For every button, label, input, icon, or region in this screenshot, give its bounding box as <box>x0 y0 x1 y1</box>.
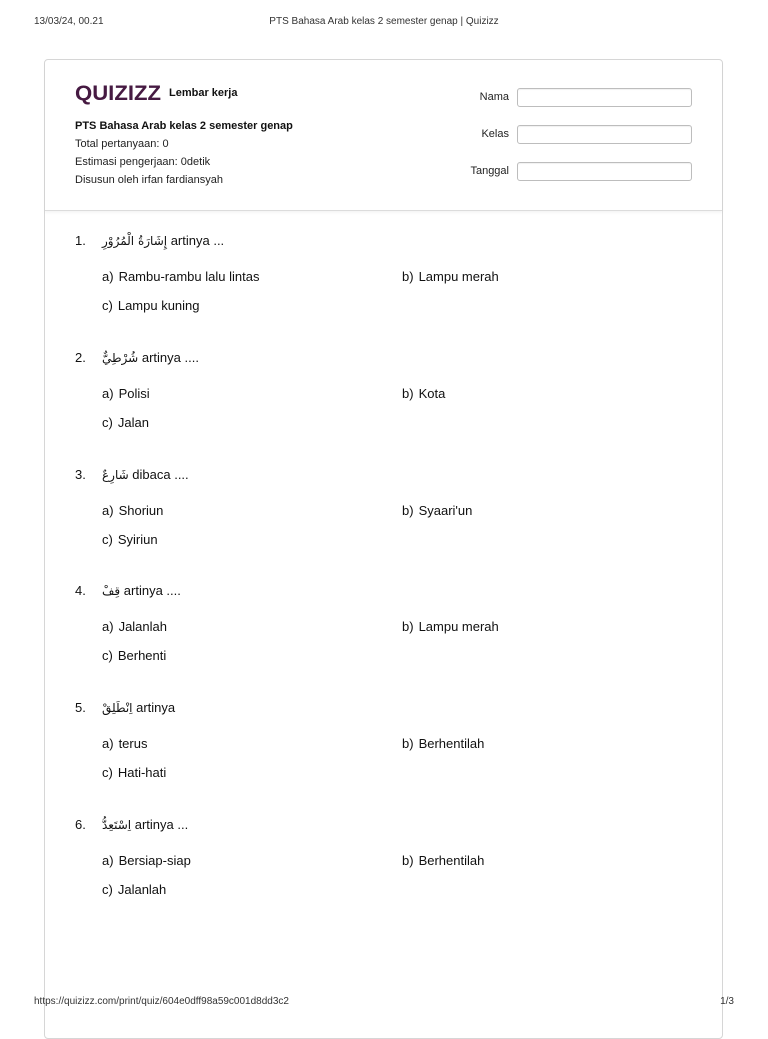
option-text: terus <box>118 736 148 751</box>
question-arabic: إِشَارَةُ الْمُرُوْرِ <box>102 234 168 248</box>
question-6 <box>75 817 695 917</box>
print-document-title: PTS Bahasa Arab kelas 2 semester genap | Quizizz <box>269 16 499 27</box>
option-text: Bersiap-siap <box>118 853 191 868</box>
name-label: Nama <box>479 91 509 103</box>
page-number: 1/3 <box>720 996 734 1007</box>
option-b: b) Lampu merah <box>402 619 499 634</box>
question-number: 3. <box>75 467 86 482</box>
question-number: 6. <box>75 817 86 832</box>
option-b: b) Syaari'un <box>402 503 473 518</box>
total-questions: Total pertanyaan: 0 <box>75 138 169 150</box>
option-a: a) Polisi <box>102 386 150 401</box>
question-prompt: artinya ... <box>167 233 225 248</box>
quiz-title: PTS Bahasa Arab kelas 2 semester genap <box>75 120 293 132</box>
question-2 <box>75 350 695 450</box>
option-text: Berhentilah <box>418 853 485 868</box>
question-4 <box>75 583 695 683</box>
option-text: Syaari'un <box>418 503 473 518</box>
option-text: Shoriun <box>118 503 164 518</box>
question-prompt: dibaca .... <box>128 467 189 482</box>
question-text <box>75 350 199 365</box>
question-arabic: قِفْ <box>102 584 121 598</box>
question-prompt: artinya .... <box>138 350 199 365</box>
question-arabic: شُرْطِيٌّ <box>102 351 139 365</box>
question-3 <box>75 467 695 567</box>
option-b: b) Berhentilah <box>402 853 485 868</box>
quizizz-logo <box>75 80 163 106</box>
date-label: Tanggal <box>470 165 509 177</box>
print-date: 13/03/24, 00.21 <box>34 16 104 27</box>
option-text: Berhentilah <box>418 736 485 751</box>
question-arabic: اِنْطَلِقْ <box>102 701 133 715</box>
class-label: Kelas <box>481 128 509 140</box>
option-c: c) Hati-hati <box>102 765 167 780</box>
question-number: 1. <box>75 233 86 248</box>
question-number: 2. <box>75 350 86 365</box>
question-number: 4. <box>75 583 86 598</box>
option-text: Berhenti <box>117 648 167 663</box>
option-text: Jalanlah <box>118 619 167 634</box>
brand-row <box>75 80 237 106</box>
question-5 <box>75 700 695 800</box>
option-c: c) Jalan <box>102 415 149 430</box>
option-c: c) Syiriun <box>102 532 158 547</box>
option-text: Polisi <box>118 386 150 401</box>
option-b: b) Kota <box>402 386 446 401</box>
question-prompt: artinya .... <box>120 583 181 598</box>
question-text <box>75 700 175 715</box>
option-b: b) Lampu merah <box>402 269 499 284</box>
svg-text:QUIZIZZ: QUIZIZZ <box>75 82 162 105</box>
print-url: https://quizizz.com/print/quiz/604e0dff98a59c001d8dd3c2 <box>34 996 289 1007</box>
option-a: a) Bersiap-siap <box>102 853 191 868</box>
option-a: a) Rambu-rambu lalu lintas <box>102 269 260 284</box>
worksheet-header <box>45 60 722 211</box>
option-b: b) Berhentilah <box>402 736 485 751</box>
question-arabic: اِسْتَعِدُّ <box>102 818 132 832</box>
option-text: Hati-hati <box>117 765 167 780</box>
option-text: Kota <box>418 386 446 401</box>
option-c: c) Berhenti <box>102 648 167 663</box>
question-text <box>75 817 188 832</box>
worksheet <box>44 59 723 1039</box>
option-text: Jalanlah <box>117 882 167 897</box>
author: Disusun oleh irfan fardiansyah <box>75 174 223 186</box>
option-text: Jalan <box>117 415 149 430</box>
worksheet-subtitle: Lembar kerja <box>169 87 238 99</box>
class-field[interactable] <box>517 125 692 144</box>
option-a: a) Shoriun <box>102 503 164 518</box>
option-c: c) Jalanlah <box>102 882 167 897</box>
option-text: Lampu merah <box>418 619 499 634</box>
option-c: c) Lampu kuning <box>102 298 200 313</box>
question-prompt: artinya <box>132 700 176 715</box>
question-arabic: شَارِعٌ <box>102 468 129 482</box>
option-text: Lampu merah <box>418 269 499 284</box>
option-text: Lampu kuning <box>117 298 200 313</box>
option-text: Syiriun <box>117 532 158 547</box>
name-field[interactable] <box>517 88 692 107</box>
option-text: Rambu-rambu lalu lintas <box>118 269 260 284</box>
question-text <box>75 467 189 482</box>
question-number: 5. <box>75 700 86 715</box>
option-a: a) Jalanlah <box>102 619 167 634</box>
question-prompt: artinya ... <box>131 817 189 832</box>
question-1 <box>75 233 695 333</box>
date-field[interactable] <box>517 162 692 181</box>
option-a: a) terus <box>102 736 148 751</box>
question-text <box>75 583 181 598</box>
question-text <box>75 233 224 248</box>
time-estimate: Estimasi pengerjaan: 0detik <box>75 156 211 168</box>
